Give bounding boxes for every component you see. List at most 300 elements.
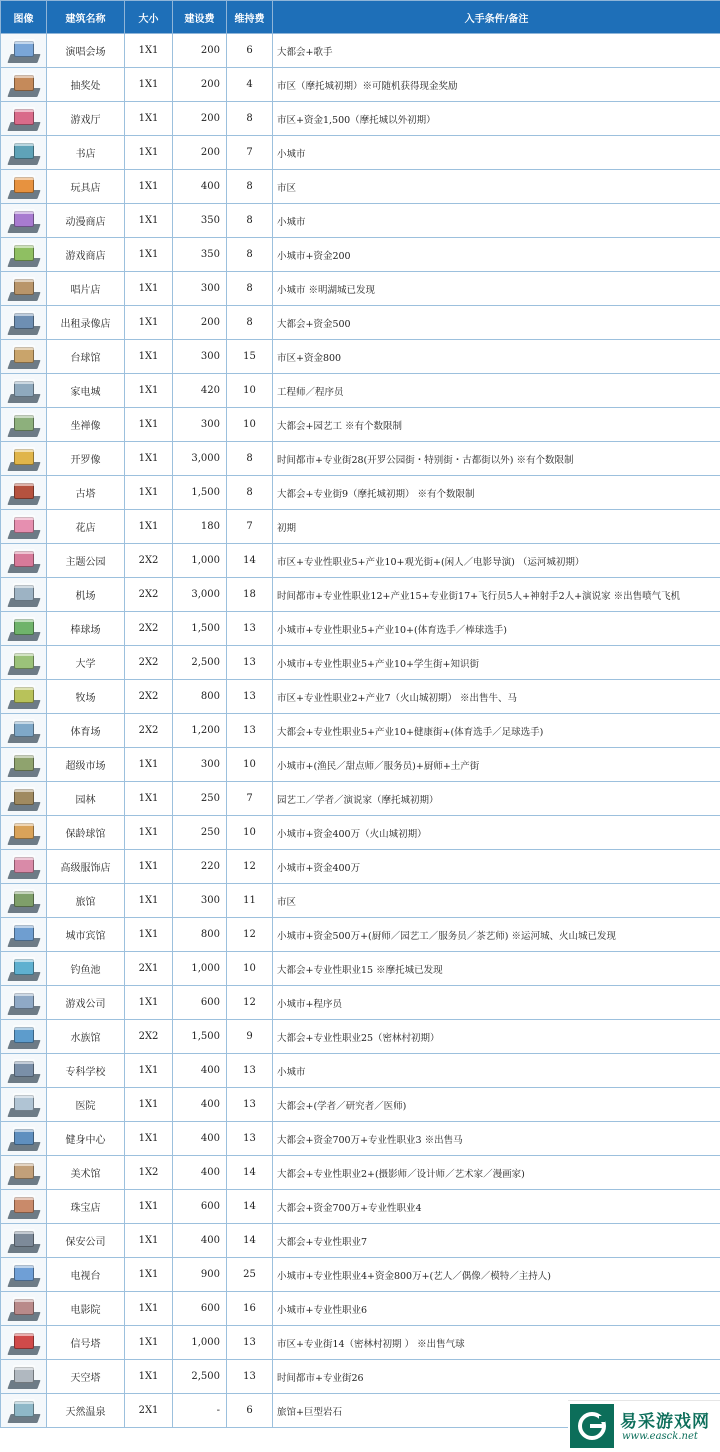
building-cost: 300 (173, 748, 227, 782)
building-note: 小城市+资金200 (273, 238, 720, 272)
building-size: 1X1 (125, 136, 173, 170)
building-cost: 600 (173, 1190, 227, 1224)
building-icon (7, 683, 41, 711)
building-name: 玩具店 (47, 170, 125, 204)
building-icon-cell (1, 578, 47, 612)
building-icon (7, 1159, 41, 1187)
building-maintenance: 10 (227, 952, 273, 986)
building-note: 市区+资金800 (273, 340, 720, 374)
building-maintenance: 10 (227, 408, 273, 442)
building-maintenance: 13 (227, 1122, 273, 1156)
building-size: 1X1 (125, 884, 173, 918)
building-cost: 400 (173, 1224, 227, 1258)
table-row (1, 204, 720, 238)
building-note: 小城市 (273, 204, 720, 238)
building-icon-cell (1, 442, 47, 476)
building-icon (7, 615, 41, 643)
building-maintenance: 13 (227, 1088, 273, 1122)
building-name: 水族馆 (47, 1020, 125, 1054)
building-icon (7, 309, 41, 337)
table-row (1, 578, 720, 612)
building-size: 1X1 (125, 1054, 173, 1088)
building-note: 市区+专业性职业5+产业10+观光街+(闲人／电影导演) （运河城初期） (273, 544, 720, 578)
building-icon-cell (1, 1258, 47, 1292)
building-icon-cell (1, 1360, 47, 1394)
building-cost: 2,500 (173, 646, 227, 680)
building-icon (7, 547, 41, 575)
building-maintenance: 25 (227, 1258, 273, 1292)
building-maintenance: 6 (227, 34, 273, 68)
table-row (1, 782, 720, 816)
table-row (1, 1122, 720, 1156)
building-maintenance: 10 (227, 374, 273, 408)
building-size: 1X1 (125, 850, 173, 884)
building-cost: 1,200 (173, 714, 227, 748)
building-name: 保龄球馆 (47, 816, 125, 850)
table-row (1, 272, 720, 306)
building-cost: 200 (173, 34, 227, 68)
header-maint: 维持费 (227, 1, 273, 34)
building-cost: 600 (173, 986, 227, 1020)
building-icon (7, 275, 41, 303)
building-icon (7, 513, 41, 541)
building-icon (7, 1261, 41, 1289)
building-icon-cell (1, 1122, 47, 1156)
building-name: 台球馆 (47, 340, 125, 374)
building-name: 抽奖处 (47, 68, 125, 102)
building-icon (7, 751, 41, 779)
building-icon-cell (1, 204, 47, 238)
site-logo-icon (570, 1404, 614, 1448)
building-icon-cell (1, 714, 47, 748)
building-cost: 180 (173, 510, 227, 544)
building-note: 小城市+资金500万+(厨师／园艺工／服务员／茶艺师) ※运河城、火山城已发现 (273, 918, 720, 952)
building-size: 1X1 (125, 918, 173, 952)
building-icon (7, 955, 41, 983)
building-size: 1X1 (125, 1326, 173, 1360)
building-note: 大都会+专业性职业15 ※摩托城已发现 (273, 952, 720, 986)
building-size: 1X1 (125, 1292, 173, 1326)
building-icon-cell (1, 646, 47, 680)
building-name: 演唱会场 (47, 34, 125, 68)
building-name: 天空塔 (47, 1360, 125, 1394)
building-name: 机场 (47, 578, 125, 612)
building-size: 1X1 (125, 476, 173, 510)
building-name: 主题公园 (47, 544, 125, 578)
building-note: 大都会+资金700万+专业性职业4 (273, 1190, 720, 1224)
building-size: 1X1 (125, 1088, 173, 1122)
building-maintenance: 12 (227, 986, 273, 1020)
building-icon-cell (1, 1156, 47, 1190)
building-name: 电影院 (47, 1292, 125, 1326)
building-cost: 3,000 (173, 442, 227, 476)
building-name: 游戏商店 (47, 238, 125, 272)
building-maintenance: 14 (227, 1190, 273, 1224)
header-icon: 图像 (1, 1, 47, 34)
building-cost: 900 (173, 1258, 227, 1292)
building-maintenance: 8 (227, 204, 273, 238)
building-icon (7, 241, 41, 269)
building-note: 工程师／程序员 (273, 374, 720, 408)
table-row (1, 986, 720, 1020)
building-note: 时间都市+专业街28(开罗公园街・特别街・古都街以外) ※有个数限制 (273, 442, 720, 476)
building-cost: 400 (173, 1088, 227, 1122)
building-maintenance: 4 (227, 68, 273, 102)
building-maintenance: 8 (227, 476, 273, 510)
building-icon (7, 1295, 41, 1323)
building-name: 坐禅像 (47, 408, 125, 442)
building-cost: 350 (173, 238, 227, 272)
building-maintenance: 7 (227, 510, 273, 544)
building-note: 大都会+专业性职业2+(摄影师／设计师／艺术家／漫画家) (273, 1156, 720, 1190)
building-icon-cell (1, 68, 47, 102)
building-icon-cell (1, 510, 47, 544)
table-row (1, 918, 720, 952)
building-name: 棒球场 (47, 612, 125, 646)
building-note: 市区（摩托城初期）※可随机获得现金奖励 (273, 68, 720, 102)
building-icon-cell (1, 1020, 47, 1054)
table-row (1, 374, 720, 408)
building-size: 1X1 (125, 408, 173, 442)
building-note: 小城市+资金400万 (273, 850, 720, 884)
building-name: 钓鱼池 (47, 952, 125, 986)
building-icon (7, 479, 41, 507)
building-icon-cell (1, 1292, 47, 1326)
table-row (1, 340, 720, 374)
table-row (1, 306, 720, 340)
building-name: 出租录像店 (47, 306, 125, 340)
building-cost: 1,000 (173, 544, 227, 578)
header-name: 建筑名称 (47, 1, 125, 34)
table-row (1, 646, 720, 680)
building-icon-cell (1, 238, 47, 272)
building-name: 信号塔 (47, 1326, 125, 1360)
building-icon-cell (1, 816, 47, 850)
table-row (1, 748, 720, 782)
table-row (1, 1224, 720, 1258)
building-size: 1X2 (125, 1156, 173, 1190)
building-cost: 1,000 (173, 1326, 227, 1360)
building-name: 大学 (47, 646, 125, 680)
table-row (1, 170, 720, 204)
site-url: www.easck.net (622, 1431, 698, 1442)
building-icon (7, 887, 41, 915)
building-note: 小城市+(渔民／甜点师／服务员)+厨师+土产街 (273, 748, 720, 782)
table-row (1, 476, 720, 510)
building-cost: 350 (173, 204, 227, 238)
building-maintenance: 9 (227, 1020, 273, 1054)
building-icon (7, 1363, 41, 1391)
building-icon-cell (1, 1224, 47, 1258)
building-name: 保安公司 (47, 1224, 125, 1258)
building-cost: 300 (173, 884, 227, 918)
building-maintenance: 8 (227, 102, 273, 136)
building-icon (7, 1091, 41, 1119)
building-icon-cell (1, 918, 47, 952)
building-maintenance: 10 (227, 748, 273, 782)
building-note: 小城市+专业性职业6 (273, 1292, 720, 1326)
building-icon-cell (1, 544, 47, 578)
table-row (1, 816, 720, 850)
building-cost: 400 (173, 170, 227, 204)
building-maintenance: 18 (227, 578, 273, 612)
building-size: 2X2 (125, 544, 173, 578)
building-size: 2X2 (125, 714, 173, 748)
building-icon (7, 819, 41, 847)
building-name: 健身中心 (47, 1122, 125, 1156)
building-cost: 1,000 (173, 952, 227, 986)
building-cost: 800 (173, 918, 227, 952)
building-icon (7, 139, 41, 167)
building-icon-cell (1, 1190, 47, 1224)
building-size: 2X2 (125, 680, 173, 714)
building-maintenance: 8 (227, 272, 273, 306)
building-size: 1X1 (125, 204, 173, 238)
building-maintenance: 13 (227, 646, 273, 680)
building-icon-cell (1, 476, 47, 510)
table-header-row (1, 1, 720, 34)
building-maintenance: 16 (227, 1292, 273, 1326)
building-note: 大都会+歌手 (273, 34, 720, 68)
building-size: 1X1 (125, 748, 173, 782)
building-icon-cell (1, 102, 47, 136)
table-row (1, 1088, 720, 1122)
building-icon-cell (1, 680, 47, 714)
building-size: 1X1 (125, 1258, 173, 1292)
building-cost: 200 (173, 306, 227, 340)
building-size: 1X1 (125, 1224, 173, 1258)
table-row (1, 612, 720, 646)
table-row (1, 68, 720, 102)
building-note: 小城市+程序员 (273, 986, 720, 1020)
building-name: 游戏厅 (47, 102, 125, 136)
table-row (1, 1292, 720, 1326)
building-maintenance: 8 (227, 306, 273, 340)
header-size: 大小 (125, 1, 173, 34)
building-maintenance: 8 (227, 170, 273, 204)
building-icon-cell (1, 340, 47, 374)
building-note: 时间都市+专业街26 (273, 1360, 720, 1394)
building-note: 时间都市+专业性职业12+产业15+专业街17+飞行员5人+神射手2人+演说家 ※出售喷气飞机 (273, 578, 720, 612)
building-maintenance: 14 (227, 1224, 273, 1258)
building-cost: 400 (173, 1156, 227, 1190)
building-size: 1X1 (125, 102, 173, 136)
building-icon (7, 37, 41, 65)
building-size: 1X1 (125, 272, 173, 306)
building-cost: 250 (173, 782, 227, 816)
building-name: 游戏公司 (47, 986, 125, 1020)
building-name: 书店 (47, 136, 125, 170)
building-name: 珠宝店 (47, 1190, 125, 1224)
building-size: 2X2 (125, 612, 173, 646)
building-maintenance: 8 (227, 238, 273, 272)
building-cost: 220 (173, 850, 227, 884)
building-icon (7, 1023, 41, 1051)
building-icon (7, 445, 41, 473)
building-icon (7, 71, 41, 99)
building-icon-cell (1, 374, 47, 408)
building-size: 1X1 (125, 986, 173, 1020)
building-cost: 1,500 (173, 1020, 227, 1054)
building-name: 唱片店 (47, 272, 125, 306)
building-icon-cell (1, 952, 47, 986)
building-cost: 3,000 (173, 578, 227, 612)
building-name: 美术馆 (47, 1156, 125, 1190)
building-name: 城市宾馆 (47, 918, 125, 952)
building-icon (7, 1125, 41, 1153)
building-icon-cell (1, 986, 47, 1020)
building-cost: 1,500 (173, 612, 227, 646)
table-row (1, 952, 720, 986)
building-note: 大都会+专业性职业5+产业10+健康街+(体育选手／足球选手) (273, 714, 720, 748)
building-icon-cell (1, 272, 47, 306)
building-note: 市区 (273, 884, 720, 918)
building-cost: - (173, 1394, 227, 1428)
building-maintenance: 13 (227, 1054, 273, 1088)
building-name: 高级服饰店 (47, 850, 125, 884)
building-note: 市区 (273, 170, 720, 204)
table-row (1, 408, 720, 442)
building-icon (7, 173, 41, 201)
building-maintenance: 12 (227, 850, 273, 884)
building-icon (7, 411, 41, 439)
building-icon (7, 343, 41, 371)
site-name: 易采游戏网 (620, 1407, 710, 1432)
building-size: 1X1 (125, 1190, 173, 1224)
building-size: 1X1 (125, 68, 173, 102)
building-icon-cell (1, 306, 47, 340)
building-icon (7, 989, 41, 1017)
building-maintenance: 13 (227, 680, 273, 714)
building-icon (7, 207, 41, 235)
header-note: 入手条件/备注 (273, 1, 720, 34)
building-size: 1X1 (125, 306, 173, 340)
building-icon-cell (1, 782, 47, 816)
building-note: 市区+专业性职业2+产业7（火山城初期） ※出售牛、马 (273, 680, 720, 714)
building-icon-cell (1, 1088, 47, 1122)
building-maintenance: 13 (227, 1326, 273, 1360)
building-icon (7, 377, 41, 405)
table-row (1, 136, 720, 170)
building-cost: 200 (173, 102, 227, 136)
building-cost: 300 (173, 340, 227, 374)
building-icon (7, 1193, 41, 1221)
building-maintenance: 6 (227, 1394, 273, 1428)
building-icon-cell (1, 884, 47, 918)
building-size: 2X2 (125, 578, 173, 612)
building-name: 旅馆 (47, 884, 125, 918)
building-icon-cell (1, 1054, 47, 1088)
table-row (1, 238, 720, 272)
building-name: 园林 (47, 782, 125, 816)
building-note: 小城市+专业性职业5+产业10+(体育选手／棒球选手) (273, 612, 720, 646)
building-note: 旅馆+巨型岩石 (273, 1394, 720, 1428)
building-size: 1X1 (125, 374, 173, 408)
building-note: 小城市 ※明湖城已发现 (273, 272, 720, 306)
building-maintenance: 13 (227, 612, 273, 646)
table-row (1, 1258, 720, 1292)
building-maintenance: 14 (227, 544, 273, 578)
building-name: 牧场 (47, 680, 125, 714)
building-icon-cell (1, 1326, 47, 1360)
building-size: 2X1 (125, 952, 173, 986)
building-size: 2X2 (125, 646, 173, 680)
building-icon (7, 1397, 41, 1425)
building-size: 1X1 (125, 816, 173, 850)
building-icon (7, 1227, 41, 1255)
building-name: 专科学校 (47, 1054, 125, 1088)
building-note: 市区+专业街14（密林村初期 ） ※出售气球 (273, 1326, 720, 1360)
building-cost: 1,500 (173, 476, 227, 510)
building-cost: 2,500 (173, 1360, 227, 1394)
building-name: 开罗像 (47, 442, 125, 476)
building-cost: 200 (173, 68, 227, 102)
building-icon (7, 1057, 41, 1085)
building-icon (7, 581, 41, 609)
building-maintenance: 7 (227, 782, 273, 816)
building-icon-cell (1, 34, 47, 68)
building-icon (7, 105, 41, 133)
building-maintenance: 10 (227, 816, 273, 850)
building-name: 体育场 (47, 714, 125, 748)
table-row (1, 544, 720, 578)
building-size: 1X1 (125, 442, 173, 476)
building-name: 花店 (47, 510, 125, 544)
building-note: 大都会+专业街9（摩托城初期） ※有个数限制 (273, 476, 720, 510)
table-row (1, 442, 720, 476)
table-row (1, 680, 720, 714)
table-body (1, 34, 720, 1428)
building-note: 大都会+资金700万+专业性职业3 ※出售马 (273, 1122, 720, 1156)
building-maintenance: 14 (227, 1156, 273, 1190)
building-note: 大都会+(学者／研究者／医师) (273, 1088, 720, 1122)
building-note: 小城市+专业性职业4+资金800万+(艺人／偶像／模特／主持人) (273, 1258, 720, 1292)
building-size: 1X1 (125, 170, 173, 204)
building-note: 小城市 (273, 1054, 720, 1088)
table-row (1, 1326, 720, 1360)
table-row (1, 714, 720, 748)
building-size: 1X1 (125, 1122, 173, 1156)
building-size: 2X2 (125, 1020, 173, 1054)
building-note: 大都会+园艺工 ※有个数限制 (273, 408, 720, 442)
building-maintenance: 11 (227, 884, 273, 918)
table-row (1, 1156, 720, 1190)
building-note: 大都会+专业性职业7 (273, 1224, 720, 1258)
building-size: 1X1 (125, 510, 173, 544)
building-size: 1X1 (125, 34, 173, 68)
building-name: 超级市场 (47, 748, 125, 782)
building-icon (7, 921, 41, 949)
building-name: 家电城 (47, 374, 125, 408)
building-note: 市区+资金1,500（摩托城以外初期） (273, 102, 720, 136)
table-row (1, 884, 720, 918)
table-row (1, 1020, 720, 1054)
building-note: 小城市+资金400万（火山城初期） (273, 816, 720, 850)
building-maintenance: 12 (227, 918, 273, 952)
building-cost: 300 (173, 272, 227, 306)
building-icon (7, 717, 41, 745)
building-cost: 300 (173, 408, 227, 442)
building-maintenance: 15 (227, 340, 273, 374)
building-note: 大都会+专业性职业25（密林村初期） (273, 1020, 720, 1054)
building-size: 1X1 (125, 782, 173, 816)
building-icon (7, 1329, 41, 1357)
table-row (1, 850, 720, 884)
building-name: 天然温泉 (47, 1394, 125, 1428)
building-size: 1X1 (125, 340, 173, 374)
table-row (1, 1054, 720, 1088)
building-maintenance: 13 (227, 1360, 273, 1394)
